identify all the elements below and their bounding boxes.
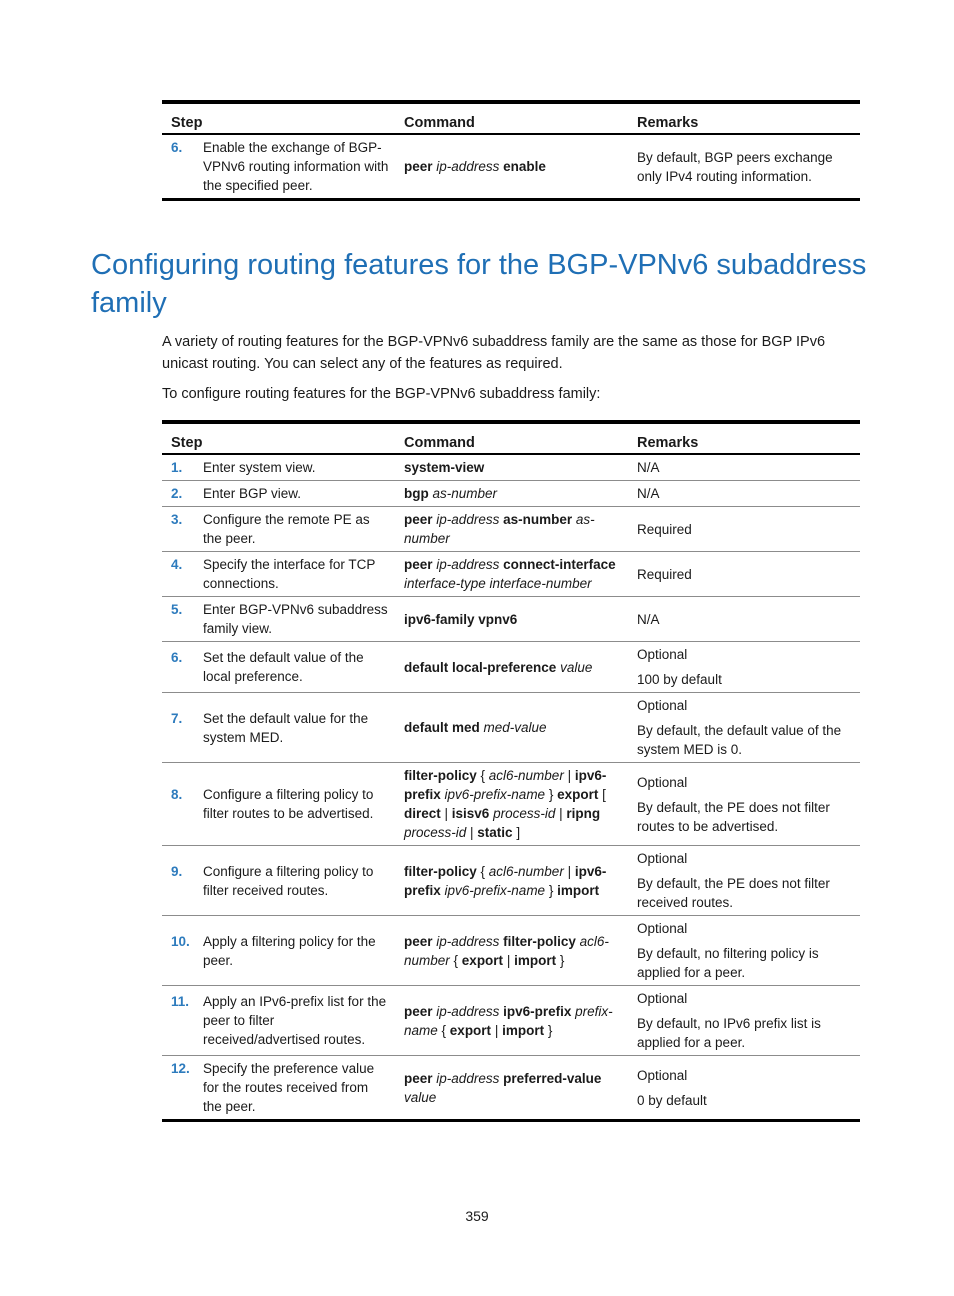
remark-line: N/A	[637, 486, 660, 501]
command-argument: ip-address	[436, 159, 500, 174]
command-keyword: ipv6-prefix	[404, 768, 607, 802]
remark-line: Optional	[637, 921, 688, 936]
command-keyword: direct	[404, 806, 441, 821]
command-argument: ipv6-prefix-name	[444, 787, 546, 802]
command-cell	[395, 916, 628, 986]
remark-line: Required	[637, 566, 692, 582]
command-argument: process-id	[493, 806, 556, 821]
command-argument: acl6-number	[404, 933, 609, 968]
command-separator: }	[556, 952, 565, 968]
command-separator: {	[476, 768, 489, 783]
command-argument: as-number	[432, 486, 498, 501]
command-keyword: static	[477, 825, 513, 840]
step-cell	[162, 1056, 395, 1121]
command-cell	[395, 1056, 628, 1121]
remark-line: N/A	[637, 460, 660, 475]
command-argument: ip-address	[436, 933, 500, 949]
step-description: Configure a filtering policy to filter received routes.	[203, 863, 374, 898]
step-number: 10.	[171, 933, 190, 949]
remark-line: Required	[637, 521, 692, 537]
table-row	[162, 507, 860, 552]
step-description: Enter BGP view.	[203, 486, 302, 501]
remarks-cell	[628, 597, 860, 642]
step-cell	[162, 693, 395, 763]
step-description: Apply a filtering policy for the peer.	[203, 933, 376, 968]
command-cell	[395, 134, 628, 200]
command-keyword: preferred-value	[503, 1070, 602, 1086]
command-cell	[395, 507, 628, 552]
command-keyword: ripng	[566, 806, 601, 821]
command-keyword: isisv6	[451, 806, 490, 821]
page-number: 359	[465, 1208, 489, 1224]
step-number: 8.	[171, 787, 183, 802]
command-keyword: import	[557, 882, 600, 898]
command-separator: |	[466, 825, 478, 840]
command-argument: as-number	[404, 512, 595, 546]
command-keyword: ipv6-prefix	[503, 1003, 572, 1019]
command-cell	[395, 846, 628, 916]
step-number: 4.	[171, 557, 183, 572]
command-keyword: peer	[404, 512, 433, 527]
step-item	[171, 484, 389, 503]
command-argument: value	[560, 659, 593, 675]
step-number: 11.	[171, 994, 190, 1009]
step-number: 1.	[171, 460, 183, 475]
remark-line: Optional	[637, 851, 688, 866]
column-header-remarks: Remarks	[628, 422, 860, 454]
remarks-cell	[628, 986, 860, 1056]
step-item	[171, 1059, 389, 1116]
remark-line: By default, the PE does not filter received routes.	[637, 876, 830, 910]
step-description: Specify the interface for TCP connections.	[203, 557, 376, 591]
command-separator: |	[503, 952, 515, 968]
remarks-cell	[628, 846, 860, 916]
command-argument: acl6-number	[488, 863, 564, 879]
step-item	[171, 709, 389, 747]
command-cell	[395, 454, 628, 481]
command-keyword: connect-interface	[503, 557, 616, 572]
table-row	[162, 916, 860, 986]
command-keyword: peer	[404, 159, 433, 174]
remarks-cell	[628, 507, 860, 552]
command-argument: ip-address	[436, 1070, 500, 1086]
remark-line: By default, BGP peers exchange only IPv4 routing information.	[637, 149, 833, 184]
command-cell	[395, 597, 628, 642]
remark-line: N/A	[637, 611, 660, 627]
table-header-row	[162, 102, 860, 134]
command-argument: process-id	[404, 825, 467, 840]
command-keyword: system-view	[404, 460, 485, 475]
step-description: Specify the preference value for the routes received from the peer.	[203, 1061, 375, 1114]
remarks-cell	[628, 916, 860, 986]
remarks-cell	[628, 1056, 860, 1121]
step-description: Enable the exchange of BGP-VPNv6 routing information with the specified peer.	[203, 140, 389, 193]
step-item	[171, 555, 389, 593]
remark-line: Optional	[637, 698, 688, 713]
step-cell	[162, 763, 395, 846]
command-argument: prefix-name	[404, 1003, 613, 1038]
command-separator: |	[440, 806, 452, 821]
command-keyword: peer	[404, 933, 433, 949]
step-description: Configure the remote PE as the peer.	[203, 512, 370, 546]
command-table	[162, 420, 860, 1122]
step-item	[171, 992, 389, 1049]
table-row	[162, 1056, 860, 1121]
command-keyword: export	[449, 1022, 492, 1038]
step-description: Enter system view.	[203, 460, 316, 475]
procedure-lead-paragraph: To configure routing features for the BGP-VPNv6 subaddress family:	[162, 386, 601, 402]
command-separator: }	[545, 882, 558, 898]
step-cell	[162, 134, 395, 200]
step-number: 12.	[171, 1061, 190, 1076]
command-keyword: export	[461, 952, 504, 968]
command-keyword: as-number	[503, 512, 573, 527]
table-body	[162, 454, 860, 1121]
command-separator: |	[555, 806, 567, 821]
step-item	[171, 785, 389, 823]
remarks-cell	[628, 454, 860, 481]
step-cell	[162, 552, 395, 597]
command-cell	[395, 642, 628, 693]
command-cell	[395, 552, 628, 597]
step-number: 3.	[171, 512, 183, 527]
table-row	[162, 642, 860, 693]
command-table-continued	[162, 100, 860, 201]
remark-line: Optional	[637, 647, 688, 662]
remark-line: 100 by default	[637, 672, 722, 687]
command-argument: ip-address	[436, 1003, 500, 1019]
command-keyword: import	[502, 1022, 545, 1038]
step-description: Set the default value for the system MED.	[203, 710, 369, 745]
command-cell	[395, 693, 628, 763]
step-cell	[162, 481, 395, 507]
step-cell	[162, 507, 395, 552]
section-heading: Configuring routing features for the BGP-VPNv6 subaddress family	[91, 249, 867, 319]
command-keyword: peer	[404, 557, 433, 572]
step-cell	[162, 454, 395, 481]
command-argument: interface-type interface-number	[404, 576, 592, 591]
table-row	[162, 454, 860, 481]
command-argument: ipv6-prefix-name	[444, 882, 546, 898]
remarks-cell	[628, 642, 860, 693]
command-keyword: import	[514, 952, 557, 968]
step-item	[171, 510, 389, 548]
remarks-cell	[628, 763, 860, 846]
step-item	[171, 862, 389, 900]
command-argument: ip-address	[436, 512, 500, 527]
step-cell	[162, 597, 395, 642]
table-row	[162, 552, 860, 597]
column-header-command: Command	[395, 102, 628, 134]
remarks-cell	[628, 693, 860, 763]
table-row	[162, 986, 860, 1056]
step-cell	[162, 916, 395, 986]
remark-line: 0 by default	[637, 1092, 707, 1108]
step-cell	[162, 642, 395, 693]
column-header-step: Step	[162, 102, 395, 134]
command-keyword: filter-policy	[404, 768, 477, 783]
remark-line: By default, the default value of the system MED is 0.	[637, 723, 842, 757]
remark-line: Optional	[637, 774, 688, 790]
command-keyword: peer	[404, 1070, 433, 1086]
command-separator: {	[476, 863, 489, 879]
remark-line: By default, the PE does not filter routes to be advertised.	[637, 799, 830, 834]
table-row	[162, 134, 860, 200]
step-item	[171, 458, 389, 477]
command-keyword: bgp	[404, 486, 429, 501]
intro-paragraph: A variety of routing features for the BGP-VPNv6 subaddress family are the same as those for BGP IPv6 unicast routing. You can select any of the features as required.	[162, 334, 826, 372]
command-keyword: filter-policy	[503, 933, 576, 949]
step-item	[171, 648, 389, 686]
command-separator: }	[544, 1022, 553, 1038]
remark-line: Optional	[637, 1067, 688, 1083]
remark-line: By default, no IPv6 prefix list is applied for a peer.	[637, 1016, 821, 1050]
command-argument: acl6-number	[488, 768, 564, 783]
command-separator: |	[563, 863, 575, 879]
step-item	[171, 600, 389, 638]
step-number: 2.	[171, 486, 183, 501]
step-cell	[162, 846, 395, 916]
command-separator: }	[545, 787, 558, 802]
command-keyword: default med	[404, 720, 480, 735]
command-cell	[395, 986, 628, 1056]
command-keyword: ipv6-family vpnv6	[404, 611, 518, 627]
step-number: 6.	[171, 650, 183, 665]
table-header-row	[162, 422, 860, 454]
step-item	[171, 138, 389, 195]
remark-line: Optional	[637, 991, 688, 1006]
step-number: 6.	[171, 140, 183, 155]
command-argument: value	[404, 1089, 437, 1105]
remarks-cell	[628, 134, 860, 200]
command-argument: ip-address	[436, 557, 500, 572]
command-separator: |	[563, 768, 575, 783]
column-header-remarks: Remarks	[628, 102, 860, 134]
command-separator: {	[449, 952, 462, 968]
command-keyword: default local-preference	[404, 659, 557, 675]
command-cell	[395, 481, 628, 507]
table-row	[162, 693, 860, 763]
command-keyword: peer	[404, 1003, 433, 1019]
remarks-cell	[628, 481, 860, 507]
step-number: 7.	[171, 710, 183, 726]
command-separator: [	[598, 787, 606, 802]
column-header-step: Step	[162, 422, 395, 454]
remarks-cell	[628, 552, 860, 597]
table-row	[162, 481, 860, 507]
command-separator: ]	[512, 825, 521, 840]
command-keyword: filter-policy	[404, 863, 477, 879]
command-keyword: export	[557, 787, 599, 802]
remark-line: By default, no filtering policy is applied for a peer.	[637, 946, 819, 980]
table-row	[162, 597, 860, 642]
column-header-command: Command	[395, 422, 628, 454]
step-number: 5.	[171, 602, 183, 617]
command-keyword: enable	[503, 159, 546, 174]
step-number: 9.	[171, 863, 183, 879]
step-description: Enter BGP-VPNv6 subaddress family view.	[203, 602, 388, 636]
step-description: Configure a filtering policy to filter routes to be advertised.	[203, 787, 374, 821]
command-separator: {	[437, 1022, 450, 1038]
command-argument: med-value	[483, 720, 547, 735]
command-separator: |	[491, 1022, 503, 1038]
command-cell	[395, 763, 628, 846]
command-keyword: ipv6-prefix	[404, 863, 607, 898]
table-body	[162, 134, 860, 200]
step-cell	[162, 986, 395, 1056]
table-row	[162, 846, 860, 916]
step-item	[171, 932, 389, 970]
step-description: Apply an IPv6-prefix list for the peer to filter received/advertised routes.	[203, 994, 387, 1047]
step-description: Set the default value of the local preference.	[203, 650, 364, 684]
table-row	[162, 763, 860, 846]
